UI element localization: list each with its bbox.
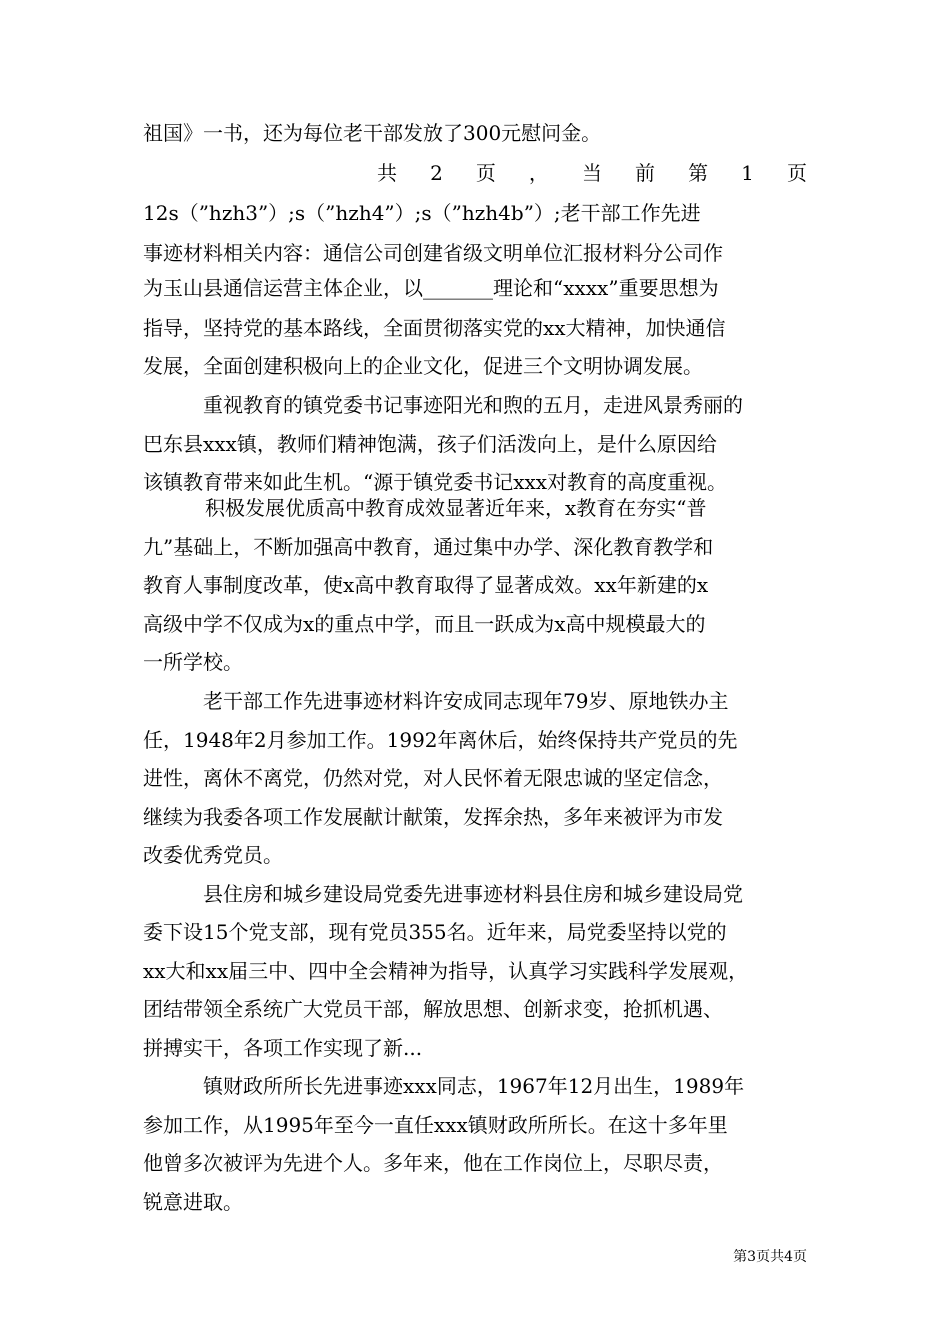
text-line: 教育人事制度改革，使x高中教育取得了显著成效。xx年新建的x — [143, 573, 709, 597]
text-line: 祖国》一书，还为每位老干部发放了300元慰问金。 — [143, 121, 602, 145]
text-line: 九”基础上，不断加强高中教育，通过集中办学、深化教育教学和 — [143, 535, 714, 559]
text-line: 该镇教育带来如此生机。“源于镇党委书记xxx对教育的高度重视。 — [143, 470, 728, 494]
text-line: 为玉山县通信运营主体企业，以_______理论和“xxxx”重要思想为 — [143, 276, 719, 300]
text-line: xx大和xx届三中、四中全会精神为指导，认真学习实践科学发展观， — [143, 959, 749, 983]
page-count-char: 2 — [430, 161, 443, 185]
page-count-char: ， — [528, 161, 549, 185]
text-line: 发展，全面创建积极向上的企业文化，促进三个文明协调发展。 — [143, 354, 703, 378]
paragraph-first-line: 县住房和城乡建设局党委先进事迹材料县住房和城乡建设局党 — [203, 882, 743, 906]
text-line: 高级中学不仅成为x的重点中学，而且一跃成为x高中规模最大的 — [143, 612, 706, 636]
text-line: 事迹材料相关内容：通信公司创建省级文明单位汇报材料分公司作 — [143, 241, 723, 265]
paragraph-first-line: 积极发展优质高中教育成效显著近年来，x教育在夯实“普 — [205, 496, 707, 520]
text-line: 任，1948年2月参加工作。1992年离休后，始终保持共产党员的先 — [143, 728, 738, 752]
paragraph-first-line: 镇财政所所长先进事迹xxx同志，1967年12月出生，1989年 — [203, 1074, 745, 1098]
paragraph-first-line: 老干部工作先进事迹材料许安成同志现年79岁、原地铁办主 — [203, 689, 729, 713]
text-line: 进性，离休不离党，仍然对党，对人民怀着无限忠诚的坚定信念， — [143, 766, 723, 790]
page-count-char: 1 — [741, 161, 754, 185]
page-count-char: 前 — [635, 161, 656, 185]
page-count-char: 共 — [377, 161, 397, 185]
text-line: 改委优秀党员。 — [143, 843, 283, 867]
text-line: 一所学校。 — [143, 650, 243, 674]
page-count-char: 第 — [688, 161, 709, 185]
text-line: 12s（”hzh3”）;s（”hzh4”）;s（”hzh4b”）;老干部工作先进 — [143, 201, 701, 225]
text-line: 拼搏实干，各项工作实现了新... — [143, 1036, 423, 1060]
paragraph-first-line: 重视教育的镇党委书记事迹阳光和煦的五月，走进风景秀丽的 — [203, 393, 743, 417]
page-count-char: 当 — [581, 161, 602, 185]
page-footer: 第3页共4页 — [733, 1249, 807, 1265]
page-count-row — [377, 153, 807, 193]
text-line: 继续为我委各项工作发展献计献策，发挥余热，多年来被评为市发 — [143, 805, 723, 829]
text-line: 团结带领全系统广大党员干部，解放思想、创新求变，抢抓机遇、 — [143, 997, 723, 1021]
text-line: 他曾多次被评为先进个人。多年来，他在工作岗位上，尽职尽责， — [143, 1151, 723, 1175]
text-line: 指导，坚持党的基本路线，全面贯彻落实党的xx大精神，加快通信 — [143, 316, 726, 340]
text-line: 委下设15个党支部，现有党员355名。近年来，局党委坚持以党的 — [143, 920, 727, 944]
page-count-char: 页 — [475, 161, 496, 185]
text-line: 锐意进取。 — [143, 1190, 243, 1214]
text-line: 巴东县xxx镇，教师们精神饱满，孩子们活泼向上，是什么原因给 — [143, 432, 717, 456]
text-line: 参加工作，从1995年至今一直任xxx镇财政所所长。在这十多年里 — [143, 1113, 728, 1137]
page-count-char: 页 — [786, 161, 807, 185]
